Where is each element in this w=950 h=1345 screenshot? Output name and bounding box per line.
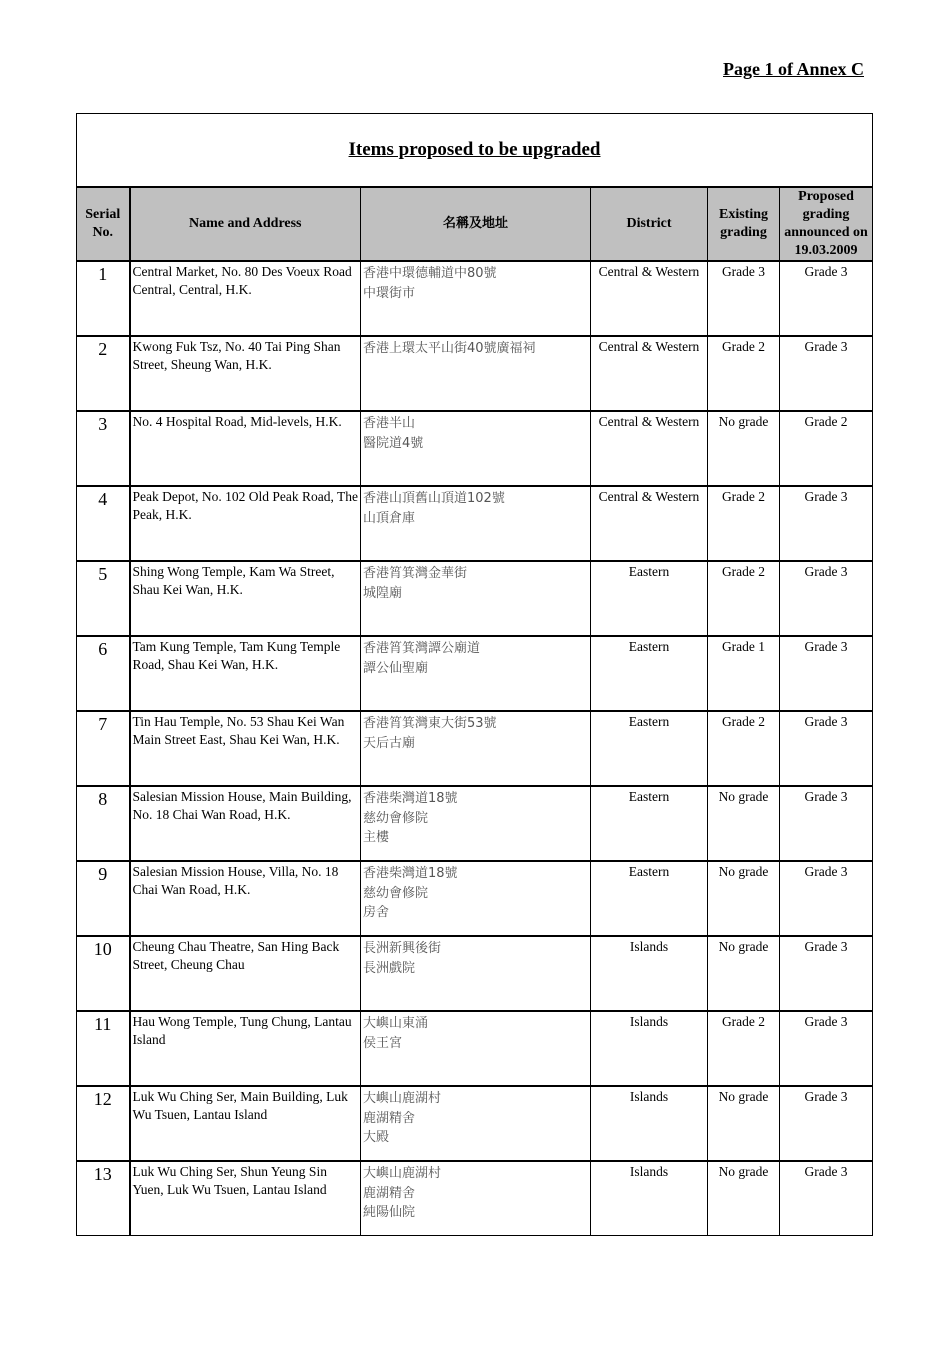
serial-cell: 1 xyxy=(77,261,130,336)
proposed-grading-cell: Grade 2 xyxy=(780,411,873,486)
chinese-name-address-cell: 香港筲箕灣東大街53號 天后古廟 xyxy=(361,711,591,786)
serial-cell: 5 xyxy=(77,561,130,636)
serial-cell: 11 xyxy=(77,1011,130,1086)
chinese-name-address-cell: 香港柴灣道18號 慈幼會修院 房舍 xyxy=(361,861,591,936)
page-reference: Page 1 of Annex C xyxy=(723,59,864,79)
district-cell: Eastern xyxy=(591,711,708,786)
name-address-cell: Salesian Mission House, Main Building, No. 18 Chai Wan Road, H.K. xyxy=(130,786,361,861)
header-district: District xyxy=(591,187,708,261)
existing-grading-cell: Grade 2 xyxy=(708,336,780,411)
header-serial: Serial No. xyxy=(77,187,130,261)
existing-grading-cell: Grade 3 xyxy=(708,261,780,336)
name-address-cell: No. 4 Hospital Road, Mid-levels, H.K. xyxy=(130,411,361,486)
name-address-cell: Cheung Chau Theatre, San Hing Back Street, Cheung Chau xyxy=(130,936,361,1011)
chinese-name-address-cell: 香港中環德輔道中80號 中環街市 xyxy=(361,261,591,336)
existing-grading-cell: No grade xyxy=(708,786,780,861)
grading-table xyxy=(76,113,873,1236)
proposed-grading-cell: Grade 3 xyxy=(780,786,873,861)
name-address-cell: Hau Wong Temple, Tung Chung, Lantau Island xyxy=(130,1011,361,1086)
proposed-grading-cell: Grade 3 xyxy=(780,936,873,1011)
header-proposed-grading: Proposed grading announced on 19.03.2009 xyxy=(780,187,873,261)
name-address-cell: Peak Depot, No. 102 Old Peak Road, The Peak, H.K. xyxy=(130,486,361,561)
table-body xyxy=(77,261,873,1236)
district-cell: Eastern xyxy=(591,636,708,711)
district-cell: Central & Western xyxy=(591,411,708,486)
table-row xyxy=(77,636,873,711)
table-row xyxy=(77,336,873,411)
table-row xyxy=(77,1086,873,1161)
existing-grading-cell: Grade 2 xyxy=(708,486,780,561)
table-row xyxy=(77,486,873,561)
name-address-cell: Shing Wong Temple, Kam Wa Street, Shau Kei Wan, H.K. xyxy=(130,561,361,636)
existing-grading-cell: No grade xyxy=(708,861,780,936)
existing-grading-cell: No grade xyxy=(708,411,780,486)
district-cell: Central & Western xyxy=(591,261,708,336)
table-row xyxy=(77,711,873,786)
serial-cell: 3 xyxy=(77,411,130,486)
name-address-cell: Kwong Fuk Tsz, No. 40 Tai Ping Shan Street, Sheung Wan, H.K. xyxy=(130,336,361,411)
chinese-name-address-cell: 香港半山 醫院道4號 xyxy=(361,411,591,486)
chinese-name-address-cell: 長洲新興後街 長洲戲院 xyxy=(361,936,591,1011)
chinese-name-address-cell: 大嶼山鹿湖村 鹿湖精舍 純陽仙院 xyxy=(361,1161,591,1236)
name-address-cell: Salesian Mission House, Villa, No. 18 Chai Wan Road, H.K. xyxy=(130,861,361,936)
serial-cell: 4 xyxy=(77,486,130,561)
proposed-grading-cell: Grade 3 xyxy=(780,261,873,336)
district-cell: Islands xyxy=(591,1011,708,1086)
table-title: Items proposed to be upgraded xyxy=(348,139,601,160)
table-row xyxy=(77,1161,873,1236)
existing-grading-cell: No grade xyxy=(708,936,780,1011)
existing-grading-cell: Grade 2 xyxy=(708,1011,780,1086)
existing-grading-cell: Grade 2 xyxy=(708,561,780,636)
chinese-name-address-cell: 香港山頂舊山頂道102號 山頂倉庫 xyxy=(361,486,591,561)
chinese-name-address-cell: 香港上環太平山街40號廣福祠 xyxy=(361,336,591,411)
serial-cell: 13 xyxy=(77,1161,130,1236)
proposed-grading-cell: Grade 3 xyxy=(780,336,873,411)
district-cell: Central & Western xyxy=(591,486,708,561)
proposed-grading-cell: Grade 3 xyxy=(780,1161,873,1236)
name-address-cell: Central Market, No. 80 Des Voeux Road Central, Central, H.K. xyxy=(130,261,361,336)
district-cell: Central & Western xyxy=(591,336,708,411)
name-address-cell: Tin Hau Temple, No. 53 Shau Kei Wan Main Street East, Shau Kei Wan, H.K. xyxy=(130,711,361,786)
header-existing-grading: Existing grading xyxy=(708,187,780,261)
proposed-grading-cell: Grade 3 xyxy=(780,861,873,936)
serial-cell: 10 xyxy=(77,936,130,1011)
district-cell: Islands xyxy=(591,936,708,1011)
proposed-grading-cell: Grade 3 xyxy=(780,1086,873,1161)
district-cell: Islands xyxy=(591,1161,708,1236)
header-name-address: Name and Address xyxy=(130,187,361,261)
existing-grading-cell: Grade 1 xyxy=(708,636,780,711)
table-row xyxy=(77,561,873,636)
proposed-grading-cell: Grade 3 xyxy=(780,486,873,561)
table-row xyxy=(77,786,873,861)
chinese-name-address-cell: 大嶼山東涌 侯王宮 xyxy=(361,1011,591,1086)
chinese-name-address-cell: 香港筲箕灣譚公廟道 譚公仙聖廟 xyxy=(361,636,591,711)
header-chinese-name-address: 名稱及地址 xyxy=(361,187,591,261)
chinese-name-address-cell: 香港柴灣道18號 慈幼會修院 主樓 xyxy=(361,786,591,861)
existing-grading-cell: No grade xyxy=(708,1161,780,1236)
table-row xyxy=(77,861,873,936)
table-title-cell xyxy=(77,114,873,188)
name-address-cell: Tam Kung Temple, Tam Kung Temple Road, Shau Kei Wan, H.K. xyxy=(130,636,361,711)
serial-cell: 12 xyxy=(77,1086,130,1161)
district-cell: Eastern xyxy=(591,786,708,861)
proposed-grading-cell: Grade 3 xyxy=(780,711,873,786)
district-cell: Islands xyxy=(591,1086,708,1161)
table-row xyxy=(77,936,873,1011)
name-address-cell: Luk Wu Ching Ser, Main Building, Luk Wu Tsuen, Lantau Island xyxy=(130,1086,361,1161)
serial-cell: 7 xyxy=(77,711,130,786)
proposed-grading-cell: Grade 3 xyxy=(780,636,873,711)
serial-cell: 9 xyxy=(77,861,130,936)
header-row xyxy=(77,187,873,261)
serial-cell: 8 xyxy=(77,786,130,861)
serial-cell: 6 xyxy=(77,636,130,711)
proposed-grading-cell: Grade 3 xyxy=(780,1011,873,1086)
district-cell: Eastern xyxy=(591,561,708,636)
chinese-name-address-cell: 香港筲箕灣金華街 城隍廟 xyxy=(361,561,591,636)
existing-grading-cell: No grade xyxy=(708,1086,780,1161)
table-row xyxy=(77,411,873,486)
table-row xyxy=(77,1011,873,1086)
district-cell: Eastern xyxy=(591,861,708,936)
table-row xyxy=(77,261,873,336)
serial-cell: 2 xyxy=(77,336,130,411)
chinese-name-address-cell: 大嶼山鹿湖村 鹿湖精舍 大殿 xyxy=(361,1086,591,1161)
name-address-cell: Luk Wu Ching Ser, Shun Yeung Sin Yuen, Luk Wu Tsuen, Lantau Island xyxy=(130,1161,361,1236)
existing-grading-cell: Grade 2 xyxy=(708,711,780,786)
proposed-grading-cell: Grade 3 xyxy=(780,561,873,636)
